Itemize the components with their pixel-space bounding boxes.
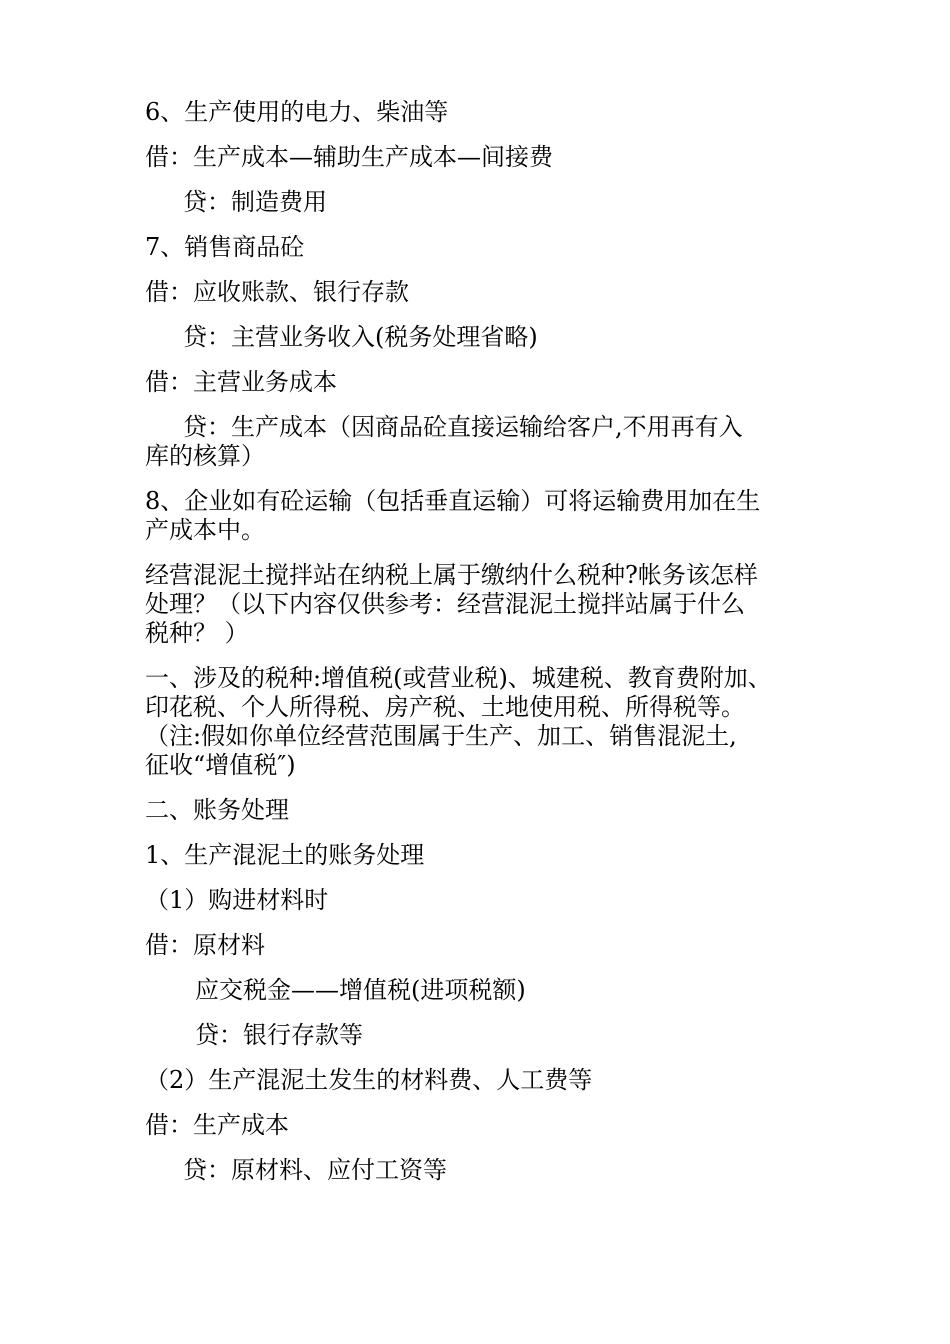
text-line: 应交税金——增值税(进项税额) [195, 976, 526, 1004]
text-line: 征收“增值税″) [145, 751, 296, 779]
text-line: 二、账务处理 [145, 796, 289, 824]
text-line: 经营混泥土搅拌站在纳税上属于缴纳什么税种?帐务该怎样 [145, 561, 758, 589]
text-line: （注:假如你单位经营范围属于生产、加工、销售混泥土, [145, 722, 737, 750]
text-line: 贷：制造费用 [183, 188, 327, 216]
text-line: （1）购进材料时 [145, 886, 329, 914]
text-line: （2）生产混泥土发生的材料费、人工费等 [145, 1066, 593, 1094]
text-line: 税种？ ） [145, 619, 249, 647]
text-line: 产成本中。 [145, 516, 265, 544]
text-line: 贷：主营业务收入(税务处理省略) [183, 323, 538, 351]
text-line: 印花税、个人所得税、房产税、土地使用税、所得税等。 [145, 693, 745, 721]
text-line: 贷：原材料、应付工资等 [183, 1156, 447, 1184]
text-line: 8、企业如有砼运输（包括垂直运输）可将运输费用加在生 [145, 487, 761, 515]
text-line: 贷：银行存款等 [195, 1021, 363, 1049]
text-line: 借：原材料 [145, 931, 265, 959]
text-line: 借：生产成本 [145, 1111, 289, 1139]
text-line: 贷：生产成本（因商品砼直接运输给客户,不用再有入 [183, 413, 743, 441]
text-line: 1、生产混泥土的账务处理 [145, 841, 425, 869]
text-line: 借：应收账款、银行存款 [145, 278, 409, 306]
text-line: 6、生产使用的电力、柴油等 [145, 98, 449, 126]
text-line: 库的核算） [145, 442, 265, 470]
text-line: 一、涉及的税种:增值税(或营业税)、城建税、教育费附加、 [145, 664, 772, 692]
text-line: 7、销售商品砼 [145, 233, 305, 261]
text-line: 借：生产成本—辅助生产成本—间接费 [145, 143, 553, 171]
text-line: 处理？（以下内容仅供参考：经营混泥土搅拌站属于什么 [145, 590, 745, 618]
text-line: 借：主营业务成本 [145, 368, 337, 396]
